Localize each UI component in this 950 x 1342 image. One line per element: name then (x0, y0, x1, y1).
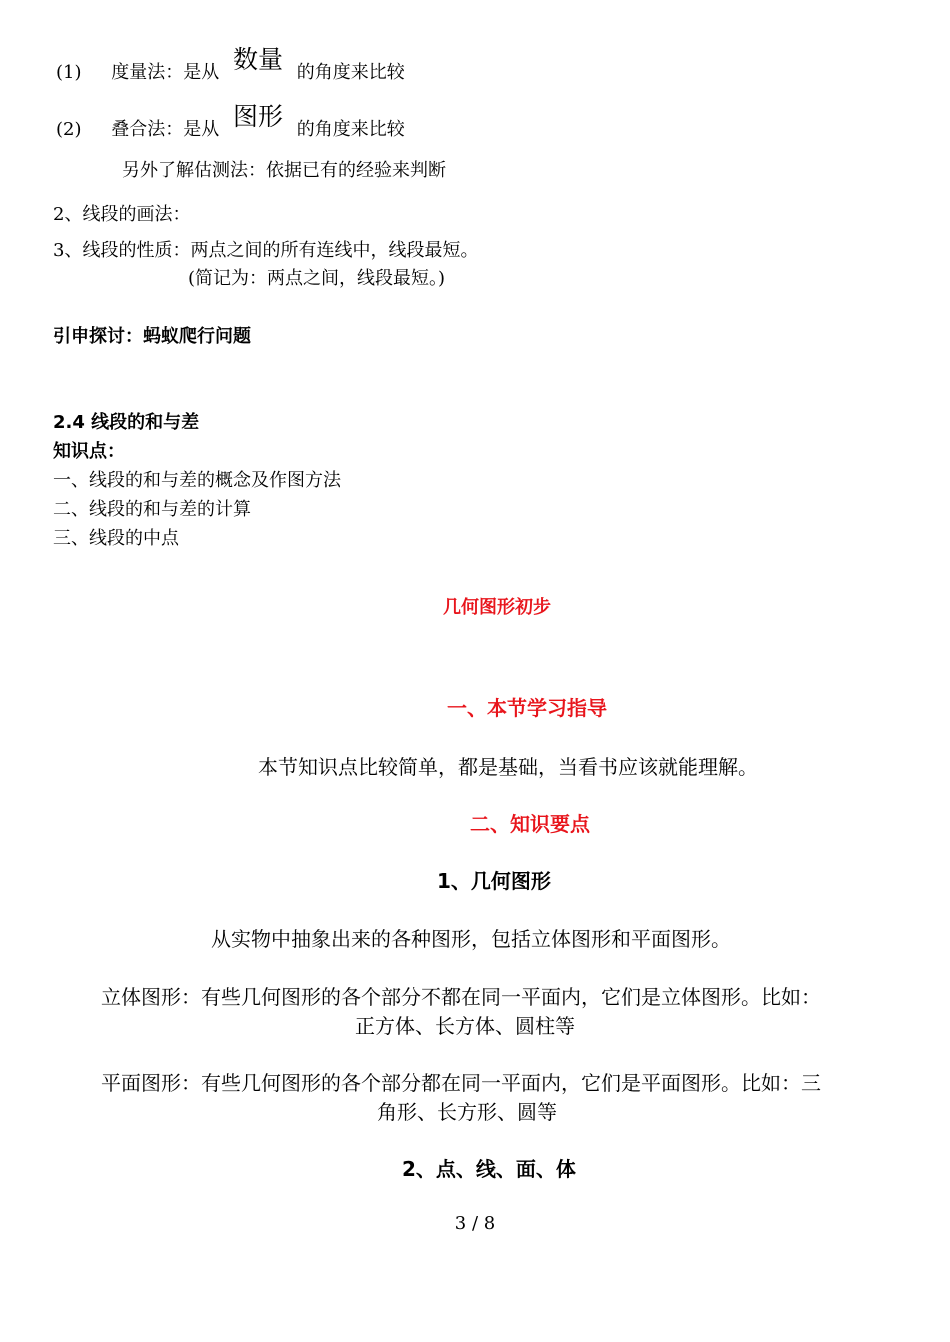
subheading-point-line-surface-solid: 2、点、线、面、体 (402, 1157, 576, 1181)
comparison-item-1 (56, 45, 405, 83)
plane-figures-line-1: 平面图形：有些几何图形的各个部分都在同一平面内，它们是平面图形。比如：三 (101, 1071, 821, 1095)
item-suffix: 的角度来比较 (296, 119, 405, 140)
knowledge-point-2: 二、线段的和与差的计算 (53, 499, 251, 520)
figures-intro: 从实物中抽象出来的各种图形，包括立体图形和平面图形。 (211, 927, 731, 951)
chapter-title: 几何图形初步 (443, 597, 551, 618)
segment-property-short: (简记为：两点之间，线段最短。) (188, 268, 446, 289)
item-prefix: 叠合法：是从 (111, 119, 220, 140)
guide-heading: 一、本节学习指导 (447, 696, 607, 720)
item-number: (2) (56, 119, 82, 140)
item-number: (1) (56, 62, 82, 83)
guide-text: 本节知识点比较简单，都是基础，当看书应该就能理解。 (258, 755, 758, 779)
knowledge-point-3: 三、线段的中点 (53, 528, 179, 549)
knowledge-point-1: 一、线段的和与差的概念及作图方法 (53, 470, 341, 491)
item-key-word: 数量 (232, 45, 283, 74)
solid-figures-line-2: 正方体、长方体、圆柱等 (355, 1014, 575, 1038)
page-number: 3 / 8 (454, 1213, 496, 1234)
extension-topic: 引申探讨：蚂蚁爬行问题 (53, 326, 251, 347)
comparison-item-2 (56, 102, 405, 140)
knowledge-label: 知识点： (53, 441, 125, 462)
item-key-word: 图形 (232, 102, 283, 131)
section-title: 2.4 线段的和与差 (53, 412, 200, 433)
item-suffix: 的角度来比较 (296, 62, 405, 83)
plane-figures-line-2: 角形、长方形、圆等 (377, 1100, 557, 1124)
subheading-geometric-figures: 1、几何图形 (437, 869, 551, 893)
item-prefix: 度量法：是从 (111, 62, 220, 83)
key-points-heading: 二、知识要点 (470, 812, 590, 836)
estimation-note: 另外了解估测法：依据已有的经验来判断 (122, 160, 446, 181)
segment-property: 3、线段的性质：两点之间的所有连线中，线段最短。 (53, 240, 479, 261)
segment-drawing: 2、线段的画法： (53, 204, 191, 225)
solid-figures-line-1: 立体图形：有些几何图形的各个部分不都在同一平面内，它们是立体图形。比如： (101, 985, 821, 1009)
